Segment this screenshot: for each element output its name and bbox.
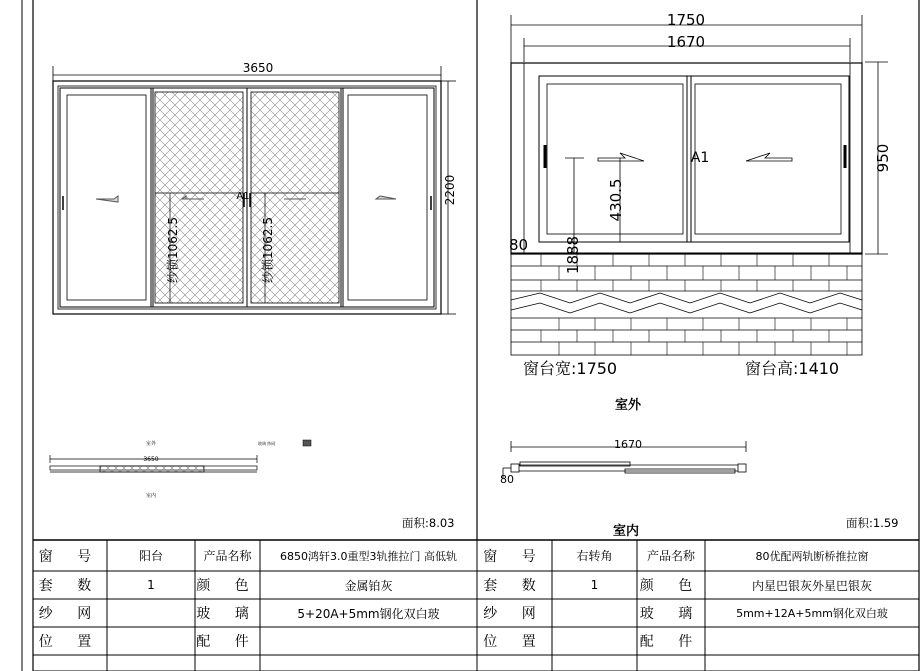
- value-color-left: 金属铂灰: [344, 578, 393, 593]
- value-parts-right: [705, 627, 919, 655]
- legend: 玻璃 纱网: [258, 441, 276, 446]
- mini-width-label: 3650: [143, 456, 159, 463]
- brick-joints: [541, 254, 847, 355]
- label-glass-right: 玻 璃: [639, 606, 703, 622]
- mini-window-width-label: 1670: [614, 438, 642, 451]
- label-color-right: 颜 色: [639, 578, 703, 594]
- label-glass-left: 玻 璃: [196, 606, 259, 622]
- mini-top-label: 室外: [145, 441, 157, 447]
- right-area-label: 面积:1.59: [846, 516, 899, 530]
- value-position-left: [107, 627, 195, 655]
- label-parts-right: 配 件: [639, 634, 703, 650]
- label-sets-left: 套 数: [38, 578, 102, 594]
- sill-height-dim-label: 1888: [564, 235, 582, 275]
- height-dimension-label: 2200: [443, 174, 457, 206]
- label-window-no-left: 窗 号: [38, 548, 102, 565]
- window-a1-mark: A1: [690, 150, 710, 166]
- inner-width-label: 1670: [666, 33, 706, 51]
- handle-height-label: 430.5: [607, 178, 625, 222]
- side-80-label: 80: [509, 236, 529, 254]
- label-position-right: 位 置: [483, 634, 546, 650]
- inside-label: 室内: [613, 524, 640, 539]
- value-parts-left: [260, 627, 477, 655]
- label-product-name-left: 产品名称: [203, 549, 252, 563]
- label-window-no-right: 窗 号: [483, 548, 546, 565]
- screen-dimension-label-2: 纱锁1062.5: [261, 217, 275, 283]
- label-product-name-right: 产品名称: [646, 549, 695, 563]
- sill-height-label: 窗台高:1410: [745, 359, 840, 378]
- value-window-no-left: 阳台: [138, 549, 163, 563]
- a1-mark: A1: [236, 191, 250, 202]
- value-screen-left: [107, 599, 195, 627]
- right-window-elevation: [509, 11, 892, 413]
- outside-label: 室外: [614, 398, 642, 413]
- value-glass-right: 5mm+12A+5mm钢化双白玻: [736, 607, 888, 620]
- sill-width-label: 窗台宽:1750: [523, 359, 618, 378]
- value-screen-right: [552, 599, 637, 627]
- value-window-no-right: 右转角: [576, 549, 613, 563]
- label-parts-left: 配 件: [196, 634, 259, 650]
- left-door-elevation: [53, 61, 457, 314]
- value-product-name-right: 80优配两轨断桥推拉窗: [755, 549, 869, 563]
- mini-bottom-label: 室内: [145, 493, 157, 499]
- left-plan-view: [50, 440, 311, 499]
- value-color-right: 内星巴银灰外星巴银灰: [751, 578, 872, 593]
- door-panel-left: [60, 88, 153, 307]
- value-glass-left: 5+20A+5mm钢化双白玻: [297, 606, 440, 621]
- value-position-right: [552, 627, 637, 655]
- mini-80-label: 80: [500, 473, 514, 486]
- label-color-left: 颜 色: [196, 578, 259, 594]
- label-screen-left: 纱 网: [38, 606, 102, 622]
- value-sets-right: 1: [590, 578, 599, 592]
- window-height-label: 950: [874, 143, 892, 173]
- label-sets-right: 套 数: [483, 578, 546, 594]
- outer-width-label: 1750: [666, 11, 706, 29]
- value-product-name-left: 6850鸿轩3.0重型3轨推拉门 高低轨: [280, 549, 457, 563]
- width-dimension-label: 3650: [242, 61, 274, 75]
- left-area-label: 面积:8.03: [402, 516, 455, 530]
- label-screen-right: 纱 网: [483, 606, 546, 622]
- label-position-left: 位 置: [38, 634, 102, 650]
- right-plan-view: [500, 438, 746, 486]
- screen-dimension-label-1: 纱锁1062.5: [166, 217, 180, 283]
- value-sets-left: 1: [147, 578, 155, 592]
